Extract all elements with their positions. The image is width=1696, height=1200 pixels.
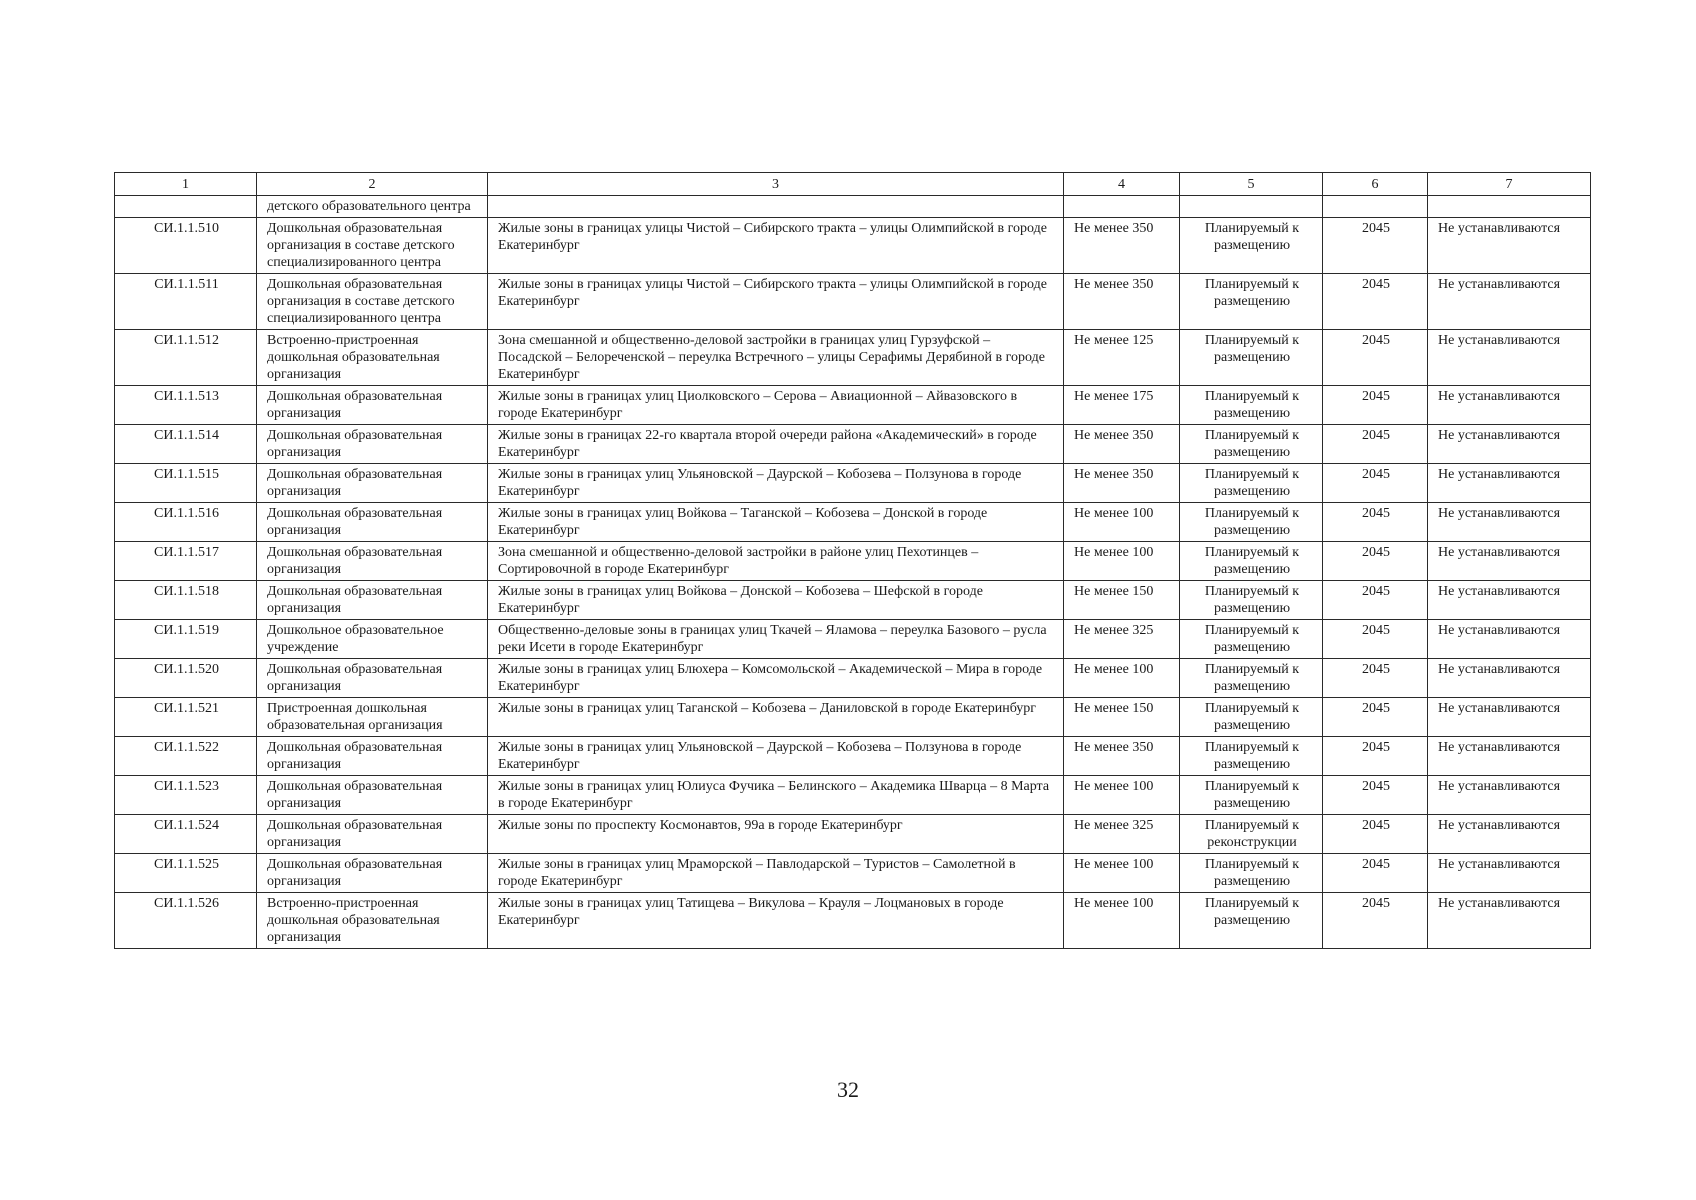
facilities-table: [114, 172, 1591, 949]
cell-year: 2045: [1323, 854, 1428, 893]
table-row: [115, 503, 1591, 542]
cell-limits: [1428, 196, 1591, 218]
cell-code: СИ.1.1.511: [115, 274, 257, 330]
cell-code: СИ.1.1.516: [115, 503, 257, 542]
cell-capacity: Не менее 325: [1064, 815, 1180, 854]
cell-year: 2045: [1323, 659, 1428, 698]
table-row: [115, 581, 1591, 620]
cell-name: Встроенно-пристроенная дошкольная образовательная организация: [257, 893, 488, 949]
cell-limits: Не устанавливаются: [1428, 893, 1591, 949]
table-row: [115, 425, 1591, 464]
table-row: [115, 815, 1591, 854]
cell-status: Планируемый к размещению: [1180, 893, 1323, 949]
cell-zone: Общественно-деловые зоны в границах улиц Ткачей – Яламова – переулка Базового – русла реки Исети в городе Екатеринбург: [488, 620, 1064, 659]
cell-name: Дошкольная образовательная организация: [257, 464, 488, 503]
cell-name: Дошкольная образовательная организация: [257, 503, 488, 542]
table-row: [115, 620, 1591, 659]
cell-name: Дошкольная образовательная организация: [257, 542, 488, 581]
cell-year: 2045: [1323, 620, 1428, 659]
cell-year: 2045: [1323, 542, 1428, 581]
cell-code: СИ.1.1.521: [115, 698, 257, 737]
cell-capacity: Не менее 150: [1064, 581, 1180, 620]
cell-status: Планируемый к размещению: [1180, 386, 1323, 425]
cell-capacity: [1064, 196, 1180, 218]
table-row: [115, 776, 1591, 815]
table-row: [115, 854, 1591, 893]
cell-year: [1323, 196, 1428, 218]
cell-zone: Жилые зоны в границах улиц Таганской – Кобозева – Даниловской в городе Екатеринбург: [488, 698, 1064, 737]
table-row: [115, 196, 1591, 218]
cell-capacity: Не менее 100: [1064, 776, 1180, 815]
cell-status: Планируемый к размещению: [1180, 425, 1323, 464]
cell-zone: Жилые зоны в границах 22-го квартала второй очереди района «Академический» в городе Екатеринбург: [488, 425, 1064, 464]
cell-name: Дошкольная образовательная организация: [257, 659, 488, 698]
cell-name: Дошкольная образовательная организация: [257, 425, 488, 464]
column-header: 5: [1180, 173, 1323, 196]
cell-status: Планируемый к размещению: [1180, 464, 1323, 503]
header-row: [115, 173, 1591, 196]
cell-name: Пристроенная дошкольная образовательная организация: [257, 698, 488, 737]
cell-year: 2045: [1323, 330, 1428, 386]
cell-status: Планируемый к размещению: [1180, 274, 1323, 330]
cell-limits: Не устанавливаются: [1428, 737, 1591, 776]
cell-code: СИ.1.1.522: [115, 737, 257, 776]
cell-year: 2045: [1323, 386, 1428, 425]
cell-capacity: Не менее 175: [1064, 386, 1180, 425]
cell-capacity: Не менее 350: [1064, 464, 1180, 503]
column-header: 3: [488, 173, 1064, 196]
cell-capacity: Не менее 150: [1064, 698, 1180, 737]
cell-limits: Не устанавливаются: [1428, 698, 1591, 737]
cell-status: Планируемый к размещению: [1180, 737, 1323, 776]
cell-status: Планируемый к размещению: [1180, 330, 1323, 386]
page-number: 32: [837, 1077, 859, 1102]
cell-zone: Жилые зоны в границах улиц Мраморской – Павлодарской – Туристов – Самолетной в городе Екатеринбург: [488, 854, 1064, 893]
cell-year: 2045: [1323, 581, 1428, 620]
table-row: [115, 386, 1591, 425]
column-header: 1: [115, 173, 257, 196]
cell-zone: Зона смешанной и общественно-деловой застройки в границах улиц Гурзуфской – Посадской – Белореченской – переулка Встречного – улицы Серафимы Дерябиной в городе Екатеринбург: [488, 330, 1064, 386]
cell-year: 2045: [1323, 737, 1428, 776]
cell-limits: Не устанавливаются: [1428, 218, 1591, 274]
cell-zone: Жилые зоны в границах улиц Татищева – Викулова – Крауля – Лоцмановых в городе Екатеринбург: [488, 893, 1064, 949]
column-header: 4: [1064, 173, 1180, 196]
cell-code: СИ.1.1.514: [115, 425, 257, 464]
cell-zone: Жилые зоны в границах улицы Чистой – Сибирского тракта – улицы Олимпийской в городе Екатеринбург: [488, 274, 1064, 330]
cell-status: Планируемый к реконструкции: [1180, 815, 1323, 854]
table-row: [115, 542, 1591, 581]
cell-year: 2045: [1323, 893, 1428, 949]
cell-name: Встроенно-пристроенная дошкольная образовательная организация: [257, 330, 488, 386]
cell-code: СИ.1.1.518: [115, 581, 257, 620]
cell-capacity: Не менее 350: [1064, 274, 1180, 330]
cell-code: СИ.1.1.523: [115, 776, 257, 815]
table-row: [115, 464, 1591, 503]
cell-capacity: Не менее 100: [1064, 503, 1180, 542]
cell-capacity: Не менее 100: [1064, 893, 1180, 949]
cell-zone: Жилые зоны в границах улицы Чистой – Сибирского тракта – улицы Олимпийской в городе Екатеринбург: [488, 218, 1064, 274]
cell-status: Планируемый к размещению: [1180, 698, 1323, 737]
cell-zone: Жилые зоны в границах улиц Войкова – Донской – Кобозева – Шефской в городе Екатеринбург: [488, 581, 1064, 620]
cell-year: 2045: [1323, 464, 1428, 503]
cell-year: 2045: [1323, 815, 1428, 854]
cell-status: [1180, 196, 1323, 218]
cell-status: Планируемый к размещению: [1180, 620, 1323, 659]
cell-code: СИ.1.1.513: [115, 386, 257, 425]
table-header: [115, 173, 1591, 196]
cell-capacity: Не менее 100: [1064, 854, 1180, 893]
cell-code: СИ.1.1.519: [115, 620, 257, 659]
column-header: 2: [257, 173, 488, 196]
cell-capacity: Не менее 350: [1064, 218, 1180, 274]
cell-capacity: Не менее 325: [1064, 620, 1180, 659]
cell-code: СИ.1.1.510: [115, 218, 257, 274]
cell-limits: Не устанавливаются: [1428, 425, 1591, 464]
cell-capacity: Не менее 350: [1064, 737, 1180, 776]
table-row: [115, 737, 1591, 776]
cell-code: СИ.1.1.512: [115, 330, 257, 386]
cell-code: СИ.1.1.515: [115, 464, 257, 503]
cell-name: Дошкольная образовательная организация в составе детского специализированного центра: [257, 274, 488, 330]
table-body: [115, 196, 1591, 949]
cell-zone: Зона смешанной и общественно-деловой застройки в районе улиц Пехотинцев – Сортировочной в городе Екатеринбург: [488, 542, 1064, 581]
cell-code: СИ.1.1.524: [115, 815, 257, 854]
cell-year: 2045: [1323, 274, 1428, 330]
column-header: 7: [1428, 173, 1591, 196]
cell-name: Дошкольная образовательная организация: [257, 737, 488, 776]
cell-status: Планируемый к размещению: [1180, 542, 1323, 581]
cell-capacity: Не менее 350: [1064, 425, 1180, 464]
cell-zone: Жилые зоны по проспекту Космонавтов, 99а в городе Екатеринбург: [488, 815, 1064, 854]
cell-limits: Не устанавливаются: [1428, 464, 1591, 503]
table-row: [115, 698, 1591, 737]
cell-limits: Не устанавливаются: [1428, 659, 1591, 698]
cell-limits: Не устанавливаются: [1428, 581, 1591, 620]
cell-name: детского образовательного центра: [257, 196, 488, 218]
cell-name: Дошкольная образовательная организация: [257, 386, 488, 425]
cell-capacity: Не менее 100: [1064, 659, 1180, 698]
cell-code: СИ.1.1.517: [115, 542, 257, 581]
cell-name: Дошкольное образовательное учреждение: [257, 620, 488, 659]
cell-limits: Не устанавливаются: [1428, 386, 1591, 425]
cell-name: Дошкольная образовательная организация: [257, 776, 488, 815]
cell-limits: Не устанавливаются: [1428, 815, 1591, 854]
cell-code: СИ.1.1.520: [115, 659, 257, 698]
cell-zone: Жилые зоны в границах улиц Ульяновской – Даурской – Кобозева – Ползунова в городе Екатеринбург: [488, 464, 1064, 503]
cell-limits: Не устанавливаются: [1428, 274, 1591, 330]
cell-limits: Не устанавливаются: [1428, 776, 1591, 815]
table-row: [115, 274, 1591, 330]
cell-year: 2045: [1323, 425, 1428, 464]
cell-status: Планируемый к размещению: [1180, 776, 1323, 815]
cell-name: Дошкольная образовательная организация: [257, 581, 488, 620]
cell-capacity: Не менее 100: [1064, 542, 1180, 581]
table-row: [115, 893, 1591, 949]
cell-capacity: Не менее 125: [1064, 330, 1180, 386]
cell-limits: Не устанавливаются: [1428, 854, 1591, 893]
cell-status: Планируемый к размещению: [1180, 503, 1323, 542]
cell-code: СИ.1.1.526: [115, 893, 257, 949]
cell-limits: Не устанавливаются: [1428, 620, 1591, 659]
cell-zone: Жилые зоны в границах улиц Войкова – Таганской – Кобозева – Донской в городе Екатеринбург: [488, 503, 1064, 542]
cell-name: Дошкольная образовательная организация: [257, 854, 488, 893]
cell-status: Планируемый к размещению: [1180, 218, 1323, 274]
cell-zone: [488, 196, 1064, 218]
cell-zone: Жилые зоны в границах улиц Юлиуса Фучика – Белинского – Академика Шварца – 8 Марта в городе Екатеринбург: [488, 776, 1064, 815]
cell-status: Планируемый к размещению: [1180, 581, 1323, 620]
cell-year: 2045: [1323, 503, 1428, 542]
cell-code: СИ.1.1.525: [115, 854, 257, 893]
table-row: [115, 659, 1591, 698]
table-row: [115, 330, 1591, 386]
cell-name: Дошкольная образовательная организация в составе детского специализированного центра: [257, 218, 488, 274]
cell-zone: Жилые зоны в границах улиц Ульяновской – Даурской – Кобозева – Ползунова в городе Екатеринбург: [488, 737, 1064, 776]
column-header: 6: [1323, 173, 1428, 196]
cell-year: 2045: [1323, 698, 1428, 737]
cell-limits: Не устанавливаются: [1428, 330, 1591, 386]
cell-zone: Жилые зоны в границах улиц Циолковского – Серова – Авиационной – Айвазовского в городе Екатеринбург: [488, 386, 1064, 425]
cell-limits: Не устанавливаются: [1428, 542, 1591, 581]
cell-year: 2045: [1323, 218, 1428, 274]
cell-zone: Жилые зоны в границах улиц Блюхера – Комсомольской – Академической – Мира в городе Екатеринбург: [488, 659, 1064, 698]
cell-status: Планируемый к размещению: [1180, 659, 1323, 698]
cell-limits: Не устанавливаются: [1428, 503, 1591, 542]
cell-year: 2045: [1323, 776, 1428, 815]
cell-name: Дошкольная образовательная организация: [257, 815, 488, 854]
table-row: [115, 218, 1591, 274]
cell-status: Планируемый к размещению: [1180, 854, 1323, 893]
cell-code: [115, 196, 257, 218]
